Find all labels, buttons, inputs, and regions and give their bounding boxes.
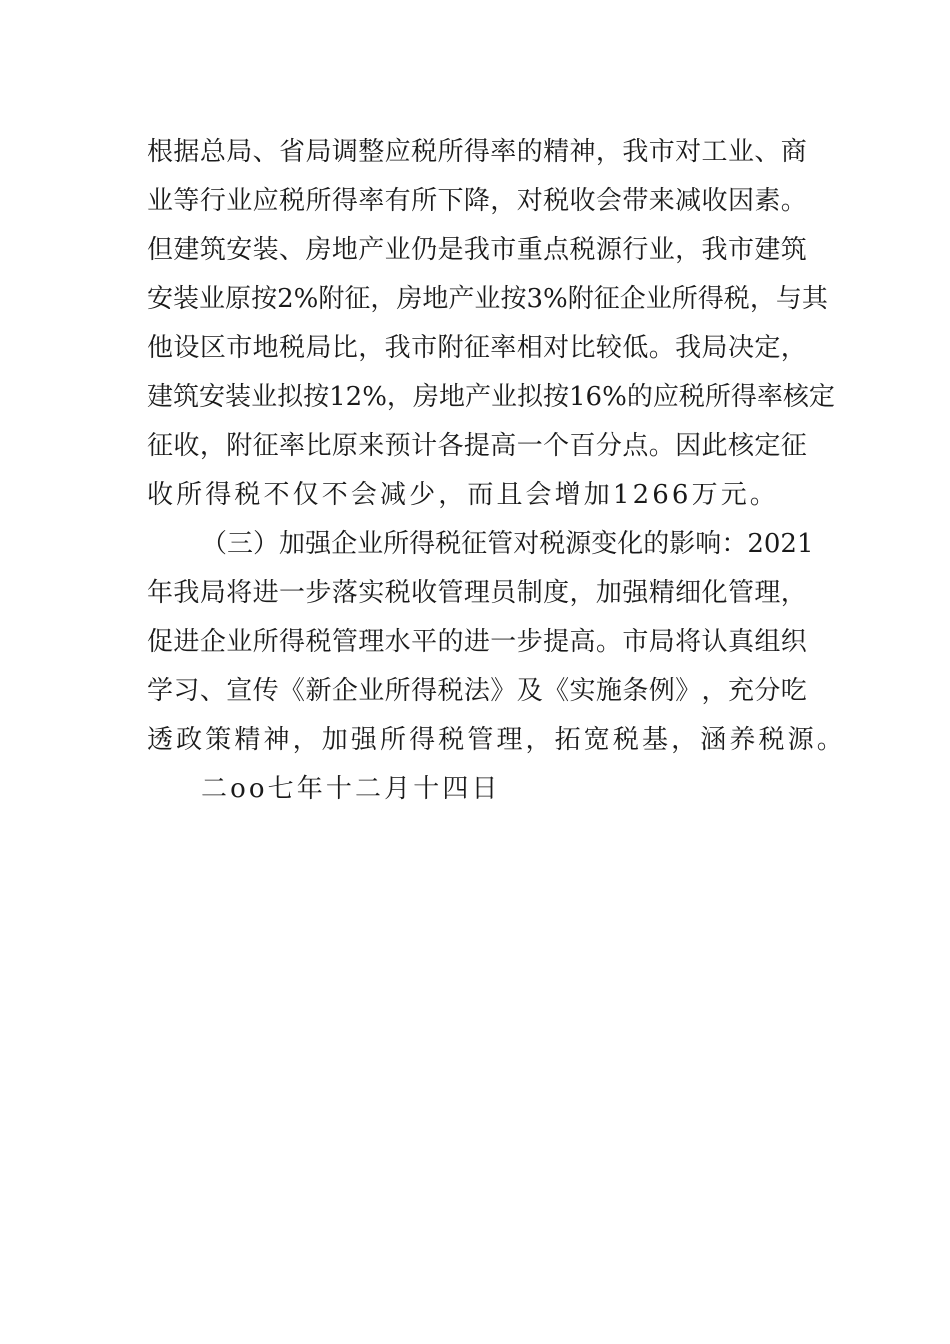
paragraph-2-line-2: 年 我 局 将 进 一 步 落 实 税 收 管 理 员 制 度 ， 加 强 精 细 化 管 理 ， <box>147 578 807 608</box>
paragraph-2-line-5: 透政策精神，加强所得税管理，拓宽税基，涵养税源。 <box>147 725 846 755</box>
paragraph-1-line-8: 收所得税不仅不会减少，而且会增加1266万元。 <box>147 480 779 510</box>
document-body <box>147 128 846 814</box>
paragraph-2-line-1: （ 三 ） 加 强 企 业 所 得 税 征 管 对 税 源 变 化 的 影 响 ： 2021 <box>201 529 814 559</box>
paragraph-1-line-6: 建 筑 安 装 业 拟 按 12% ， 房 地 产 业 拟 按 16% 的 应 税 所 得 率 核 定 <box>147 382 835 412</box>
paragraph-1-line-4: 安 装 业 原 按 2% 附 征 ， 房 地 产 业 按 3% 附 征 企 业 所 得 税 ， 与 其 <box>147 284 828 314</box>
paragraph-1-line-1: 根 据 总 局 、 省 局 调 整 应 税 所 得 率 的 精 神 ， 我 市 对 工 业 、 商 <box>147 137 807 167</box>
paragraph-1-line-7: 征 收 ， 附 征 率 比 原 来 预 计 各 提 高 一 个 百 分 点 。 因 此 核 定 征 <box>147 431 807 461</box>
paragraph-2-line-3: 促 进 企 业 所 得 税 管 理 水 平 的 进 一 步 提 高 。 市 局 将 认 真 组 织 <box>147 627 807 657</box>
paragraph-1-line-5: 他 设 区 市 地 税 局 比 ， 我 市 附 征 率 相 对 比 较 低 。 我 局 决 定 ， <box>147 333 807 363</box>
paragraph-1-line-2: 业 等 行 业 应 税 所 得 率 有 所 下 降 ， 对 税 收 会 带 来 减 收 因 素 。 <box>147 186 807 216</box>
paragraph-1-line-3: 但 建 筑 安 装 、 房 地 产 业 仍 是 我 市 重 点 税 源 行 业 ， 我 市 建 筑 <box>147 235 807 265</box>
document-date: 二oo七年十二月十四日 <box>201 774 501 804</box>
paragraph-2-line-4: 学 习 、 宣 传 《 新 企 业 所 得 税 法 》 及 《 实 施 条 例 》 ， 充 分 吃 <box>147 676 807 706</box>
